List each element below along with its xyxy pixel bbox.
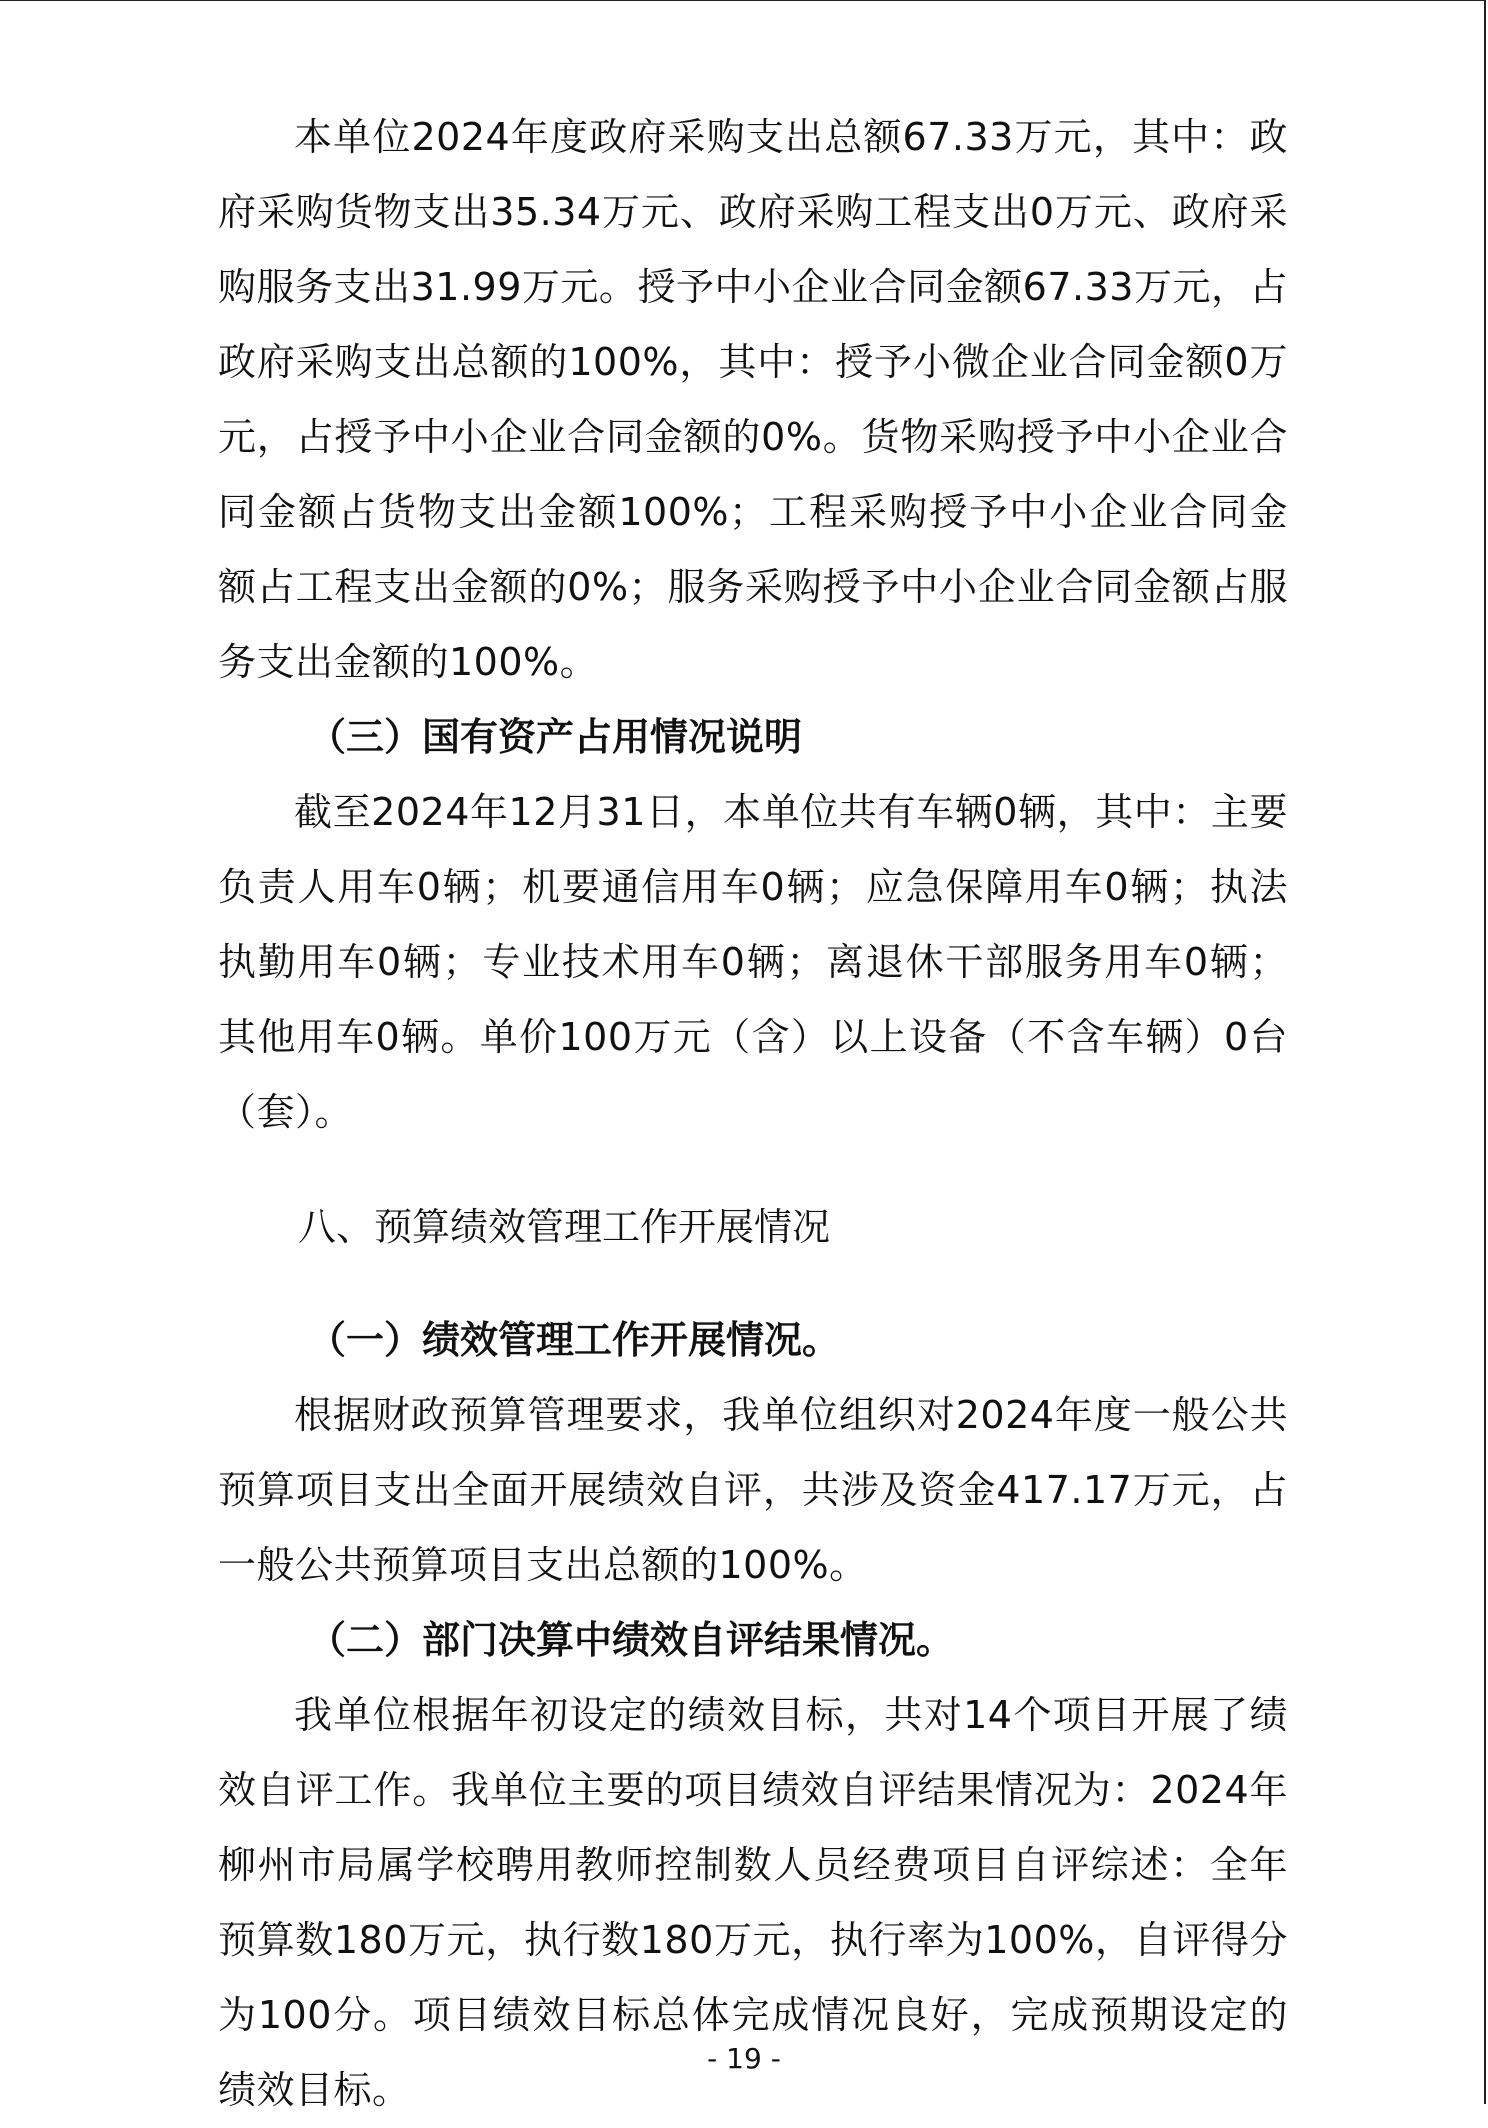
document-body (218, 100, 1288, 2128)
perf-mgmt-heading: （一）绩效管理工作开展情况。 (308, 1318, 841, 1362)
self-eval-heading: （二）部门决算中绩效自评结果情况。 (308, 1618, 955, 1662)
page-number: - 19 - (707, 2042, 781, 2075)
section-8-heading: 八、预算绩效管理工作开展情况 (298, 1205, 831, 1249)
self-eval-paragraph: 我单位根据年初设定的绩效目标，共对14个项目开展了绩效自评工作。我单位主要的项目绩效自评结果情况为：2024年柳州市局属学校聘用教师控制数人员经费项目自评综述：全年预算数180万元，执行数180万元，执行率为100%，自评得分为100分。项目绩效目标总体完成情况良好，完成预期设定的绩效目标。 (218, 1693, 1288, 2112)
spacer (218, 1265, 1288, 1303)
assets-heading: （三）国有资产占用情况说明 (308, 715, 803, 759)
perf-mgmt-paragraph: 根据财政预算管理要求，我单位组织对2024年度一般公共预算项目支出全面开展绩效自评，共涉及资金417.17万元，占一般公共预算项目支出总额的100%。 (218, 1393, 1288, 1587)
assets-paragraph: 截至2024年12月31日，本单位共有车辆0辆，其中：主要负责人用车0辆；机要通信用车0辆；应急保障用车0辆；执法执勤用车0辆；专业技术用车0辆；离退休干部服务用车0辆；其他用车0辆。单价100万元（含）以上设备（不含车辆）0台（套）。 (218, 790, 1288, 1134)
procurement-paragraph: 本单位2024年度政府采购支出总额67.33万元，其中：政府采购货物支出35.34万元、政府采购工程支出0万元、政府采购服务支出31.99万元。授予中小企业合同金额67.33万元，占政府采购支出总额的100%，其中：授予小微企业合同金额0万元，占授予中小企业合同金额的0%。货物采购授予中小企业合同金额占货物支出金额100%；工程采购授予中小企业合同金额占工程支出金额的0%；服务采购授予中小企业合同金额占服务支出金额的100%。 (218, 115, 1288, 684)
spacer (218, 1150, 1288, 1190)
